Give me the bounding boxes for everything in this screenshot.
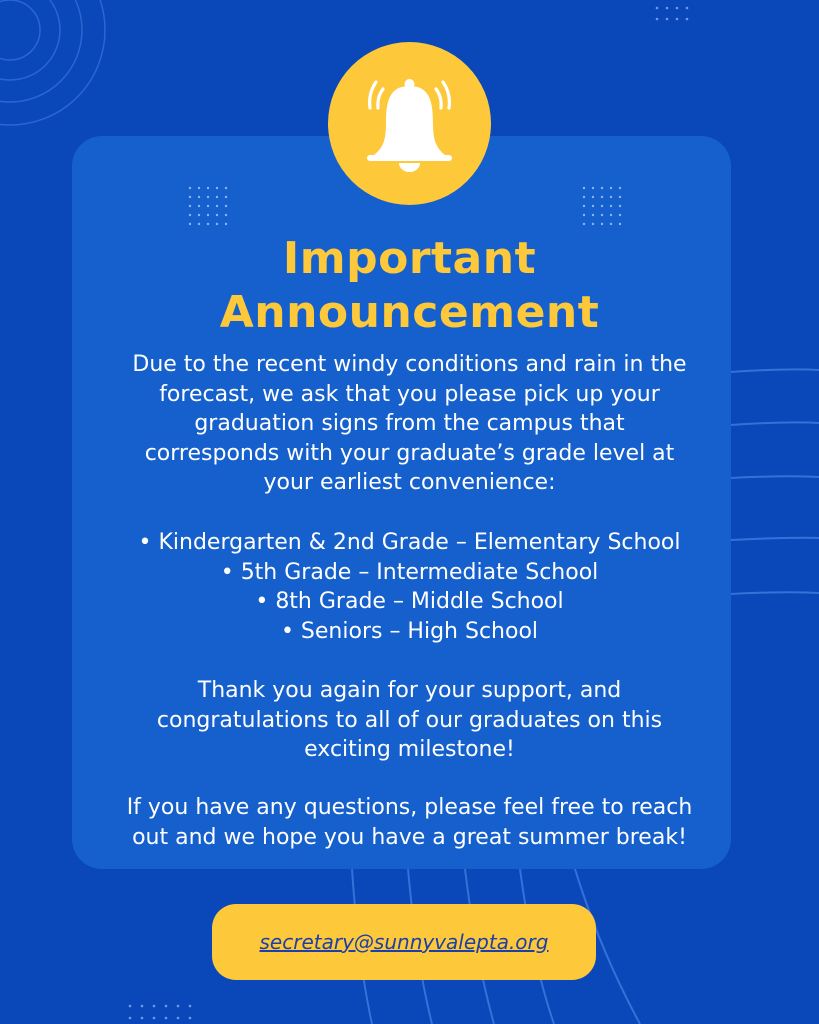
thanks-line: congratulations to all of our graduates on this	[156, 707, 663, 733]
list-item: • Kindergarten & 2nd Grade – Elementary School	[138, 530, 681, 555]
title-line-2: Announcement	[219, 287, 600, 338]
grade-campus-list	[82, 528, 737, 646]
email-pill	[212, 904, 596, 980]
email-link[interactable]: secretary@sunnyvalepta.org	[259, 930, 549, 954]
thanks-line: Thank you again for your support, and	[197, 678, 622, 703]
intro-paragraph	[82, 350, 737, 498]
closing-line: If you have any questions, please feel free to reach	[126, 795, 693, 820]
title-line-1: Important	[282, 233, 537, 284]
closing-paragraph	[82, 793, 737, 852]
intro-line: Due to the recent windy conditions and rain in the	[132, 352, 687, 377]
announcement-title	[0, 232, 819, 340]
list-item: • 5th Grade – Intermediate School	[220, 559, 599, 585]
bell-badge	[328, 42, 491, 205]
bell-icon	[328, 42, 491, 205]
intro-line: graduation signs from the campus that	[194, 411, 625, 436]
intro-line: forecast, we ask that you please pick up your	[159, 381, 660, 407]
intro-line: your earliest convenience:	[263, 470, 556, 495]
thanks-line: exciting milestone!	[304, 737, 515, 762]
list-item: • Seniors – High School	[280, 618, 539, 644]
list-item: • 8th Grade – Middle School	[255, 589, 564, 614]
thanks-paragraph	[82, 676, 737, 765]
closing-line: out and we hope you have a great summer break!	[132, 824, 687, 850]
intro-line: corresponds with your graduate’s grade level at	[144, 440, 675, 466]
